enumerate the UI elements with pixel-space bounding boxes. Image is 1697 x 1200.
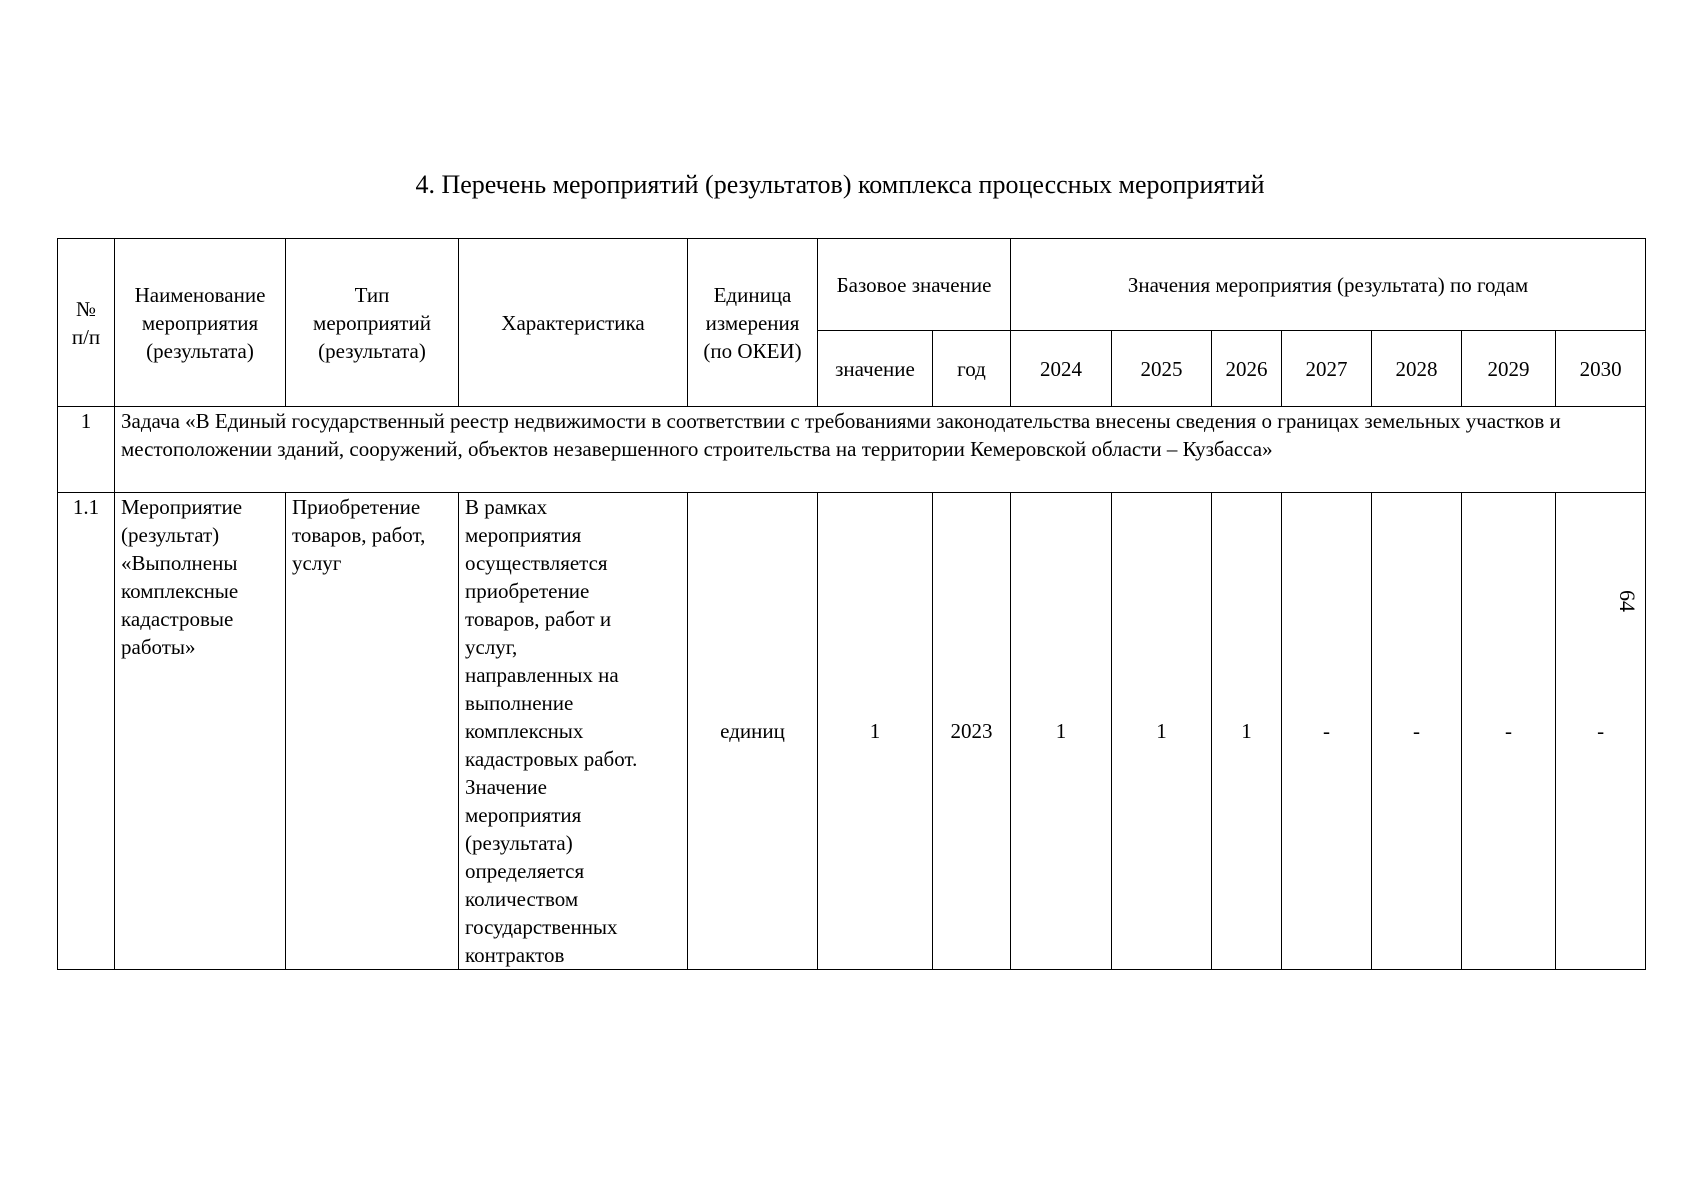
- row-base-year: 2023: [933, 493, 1011, 970]
- header-year-2029: 2029: [1462, 331, 1556, 407]
- header-name: Наименование мероприятия (результата): [115, 239, 286, 407]
- table-row: [58, 493, 1646, 970]
- header-year-2026: 2026: [1212, 331, 1282, 407]
- row-value-2027: -: [1282, 493, 1372, 970]
- header-base-value-group: Базовое значение: [818, 239, 1011, 331]
- row-value-2030: -: [1556, 493, 1646, 970]
- document-title: 4. Перечень мероприятий (результатов) комплекса процессных мероприятий: [415, 170, 1265, 199]
- events-table: [57, 238, 1646, 970]
- row-value-2029: -: [1462, 493, 1556, 970]
- page-number: 64: [1615, 590, 1640, 612]
- row-type: Приобретение товаров, работ, услуг: [286, 493, 459, 970]
- header-years-group: Значения мероприятия (результата) по годам: [1011, 239, 1646, 331]
- task-text: Задача «В Единый государственный реестр недвижимости в соответствии с требованиями законодательства внесены сведения о границах земельных участков и местоположении зданий, сооружений, объектов незавершенного строительства на территории Кемеровской области – Кузбасса»: [115, 407, 1646, 493]
- row-value-2025: 1: [1112, 493, 1212, 970]
- header-year-2030: 2030: [1556, 331, 1646, 407]
- header-type: Тип мероприятий (результата): [286, 239, 459, 407]
- header-characteristic: Характеристика: [459, 239, 688, 407]
- row-base-value: 1: [818, 493, 933, 970]
- row-value-2024: 1: [1011, 493, 1112, 970]
- task-row: [58, 407, 1646, 493]
- header-year-2025: 2025: [1112, 331, 1212, 407]
- header-year-2027: 2027: [1282, 331, 1372, 407]
- row-number: 1.1: [58, 493, 115, 970]
- task-number: 1: [58, 407, 115, 493]
- row-characteristic: В рамках мероприятия осуществляется приобретение товаров, работ и услуг, направленных на выполнение комплексных кадастровых работ. Значение мероприятия (результата) определяется количеством государственных контрактов: [459, 493, 688, 970]
- header-num: № п/п: [58, 239, 115, 407]
- header-year-2028: 2028: [1372, 331, 1462, 407]
- header-unit: Единица измерения (по ОКЕИ): [688, 239, 818, 407]
- row-value-2028: -: [1372, 493, 1462, 970]
- header-year-2024: 2024: [1011, 331, 1112, 407]
- header-base-year: год: [933, 331, 1011, 407]
- header-base-value: значение: [818, 331, 933, 407]
- header-row-top: [58, 239, 1646, 331]
- row-value-2026: 1: [1212, 493, 1282, 970]
- row-name: Мероприятие (результат) «Выполнены комплексные кадастровые работы»: [115, 493, 286, 970]
- row-unit: единиц: [688, 493, 818, 970]
